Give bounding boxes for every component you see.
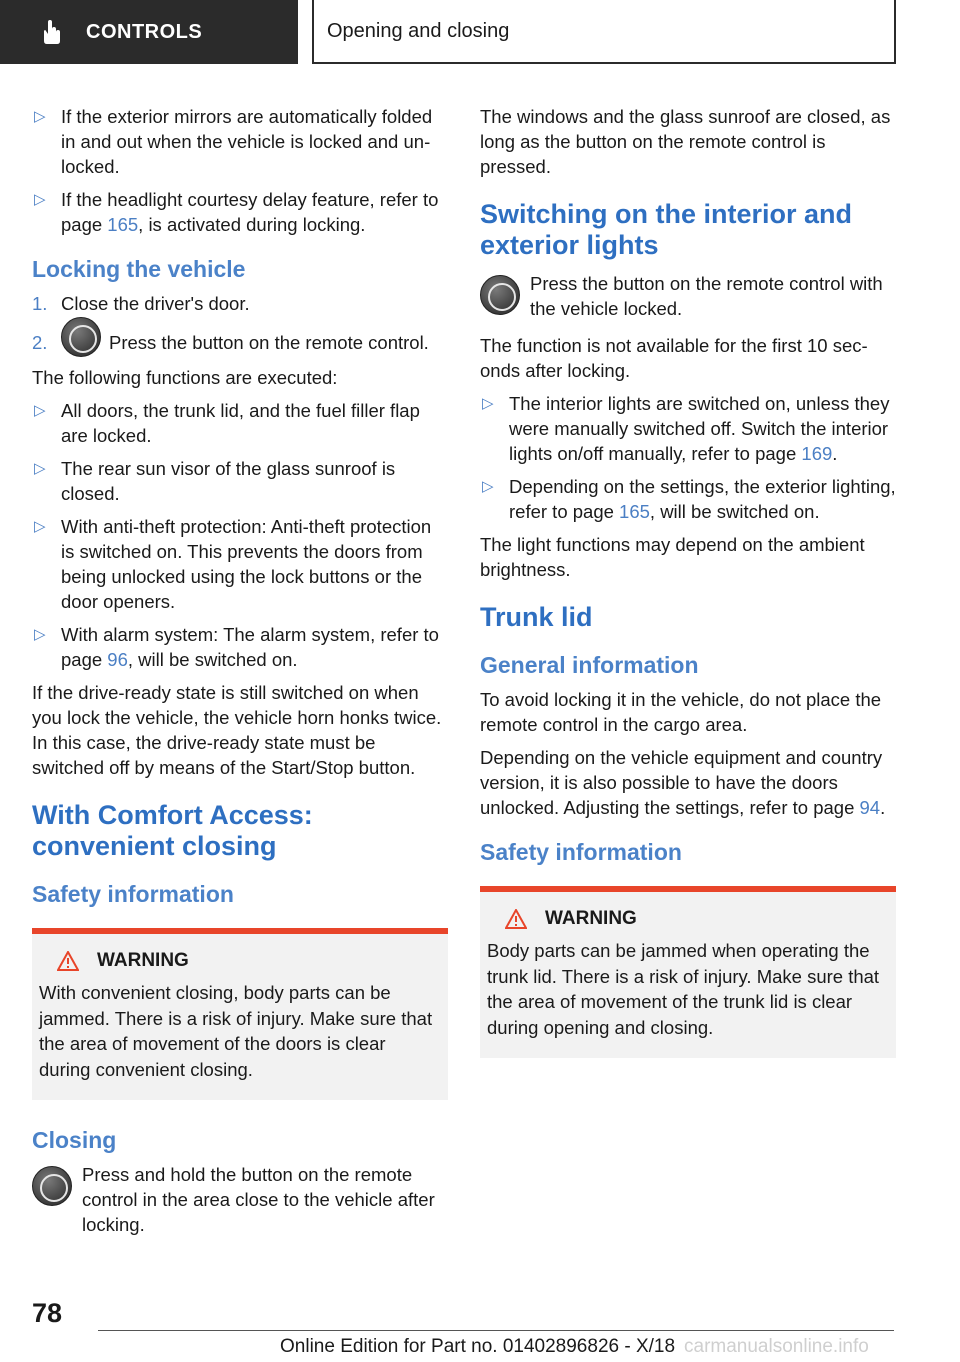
triangle-bullet-icon: ▷ (34, 402, 46, 420)
list-item: ▷ If the exterior mirrors are automatically folded in and out when the vehicle is locked and unlocked. (34, 106, 433, 177)
triangle-bullet-icon: ▷ (34, 108, 46, 125)
step-item: 1. Close the driver's door. (32, 293, 250, 314)
steps-list (32, 291, 448, 357)
left-column (32, 104, 448, 1237)
triangle-bullet-icon: ▷ (482, 478, 494, 495)
heading-trunk-lid: Trunk lid (480, 602, 593, 632)
warning-triangle-icon (505, 909, 527, 929)
hand-pointer-icon (40, 19, 64, 45)
triangle-bullet-icon: ▷ (34, 191, 46, 208)
lights-text: Press the button on the remote control with the vehicle locked. (530, 273, 883, 319)
warning-box (480, 886, 896, 1058)
triangle-bullet-icon: ▷ (482, 395, 494, 412)
closing-paragraph (32, 1162, 448, 1237)
list-item: ▷ The rear sun visor of the glass sunroof is closed. (34, 458, 396, 505)
heading-comfort-access: With Comfort Access: convenient closing (32, 800, 313, 862)
page-link[interactable]: 96 (107, 649, 128, 671)
equipment-text: Depending on the vehicle equipment and country version, it is also possible to have the doors unlocked. Adjusting the settings, refer to page 94. (480, 747, 886, 818)
closing-text: Press and hold the button on the remote control in the area close to the vehicle after locking. (82, 1164, 435, 1236)
heading-lights: Switching on the interior and exterior lights (480, 199, 853, 260)
list-item: ▷ If the headlight courtesy delay feature, refer to page 165, is activated during locking. (34, 189, 439, 235)
following-text: The following functions are executed: (32, 367, 338, 389)
header-chapter (312, 0, 896, 64)
ambient-text: The light functions may depend on the ambient brightness. (480, 534, 865, 580)
remote-lock-button-icon (61, 317, 101, 357)
heading-locking: Locking the vehicle (32, 256, 246, 282)
list-item: ▷ With alarm system: The alarm system, refer to page 96, will be switched on. (34, 624, 439, 671)
drive-ready-text: If the drive-ready state is still switched on when you lock the vehicle, the vehicle horn honks twice. In this case, the drive-ready state must be switched off by means of the Start/Stop button. (32, 682, 442, 779)
bullet-list-exec (32, 398, 448, 672)
warning-text: With convenient closing, body parts can be jammed. There is a risk of injury. Make sure that the area of movement of the doors is clear during convenient closing. (39, 982, 433, 1080)
not-available-text: The function is not available for the first 10 seconds after locking. (480, 335, 868, 381)
list-item: ▷ With anti-theft protection: Anti-theft protection is switched on. This prevents the doors from being unlocked using the lock buttons or the door openers. (34, 516, 432, 613)
list-item: ▷ All doors, the trunk lid, and the fuel filler flap are locked. (34, 400, 420, 447)
heading-closing: Closing (32, 1127, 117, 1154)
bullet-list-top (32, 104, 448, 237)
remote-lock-button-icon (480, 275, 520, 315)
heading-safety-right: Safety information (480, 839, 682, 865)
warning-text: Body parts can be jammed when operating the trunk lid. There is a risk of injury. Make sure that the area of movement of the trunk lid is clear during opening and closing. (487, 940, 880, 1038)
edition-text: Online Edition for Part no. 01402896826 - X/18 (280, 1336, 676, 1357)
lights-paragraph (480, 271, 896, 321)
chapter-title: Opening and closing (327, 19, 510, 42)
page-link[interactable]: 165 (619, 501, 650, 522)
page-link[interactable]: 94 (859, 797, 881, 818)
windows-text: The windows and the glass sunroof are closed, as long as the button on the remote control is pressed. (480, 106, 891, 177)
page-number: 78 (32, 1298, 63, 1328)
watermark-brand: carmanualsonline.info (684, 1336, 869, 1357)
bullet-list-lights (480, 391, 896, 524)
general-text: To avoid locking it in the vehicle, do not place the remote control in the cargo area. (480, 689, 882, 735)
triangle-bullet-icon: ▷ (34, 518, 46, 536)
warning-box (32, 928, 448, 1100)
heading-safety-left: Safety information (32, 881, 234, 908)
warning-triangle-icon (57, 951, 79, 971)
right-column (480, 104, 896, 1058)
remote-lock-button-icon (32, 1166, 72, 1206)
list-item: ▷ Depending on the settings, the exterior lighting, refer to page 165, will be switched on. (482, 476, 896, 522)
triangle-bullet-icon: ▷ (34, 626, 46, 644)
footer-divider (98, 1330, 894, 1331)
heading-general: General information (480, 652, 699, 678)
warning-label: WARNING (545, 908, 637, 929)
step-item: 2. Press the button on the remote control. (32, 324, 448, 357)
warning-label: WARNING (97, 950, 189, 972)
section-label: CONTROLS (86, 20, 203, 43)
triangle-bullet-icon: ▷ (34, 460, 46, 478)
list-item: ▷ The interior lights are switched on, unless they were manually switched off. Switch the interior lights on/off manually, refer to page 169. (482, 393, 890, 464)
page-link[interactable]: 165 (107, 214, 139, 235)
page-link[interactable]: 169 (801, 443, 833, 464)
header-section-tab (0, 0, 298, 64)
